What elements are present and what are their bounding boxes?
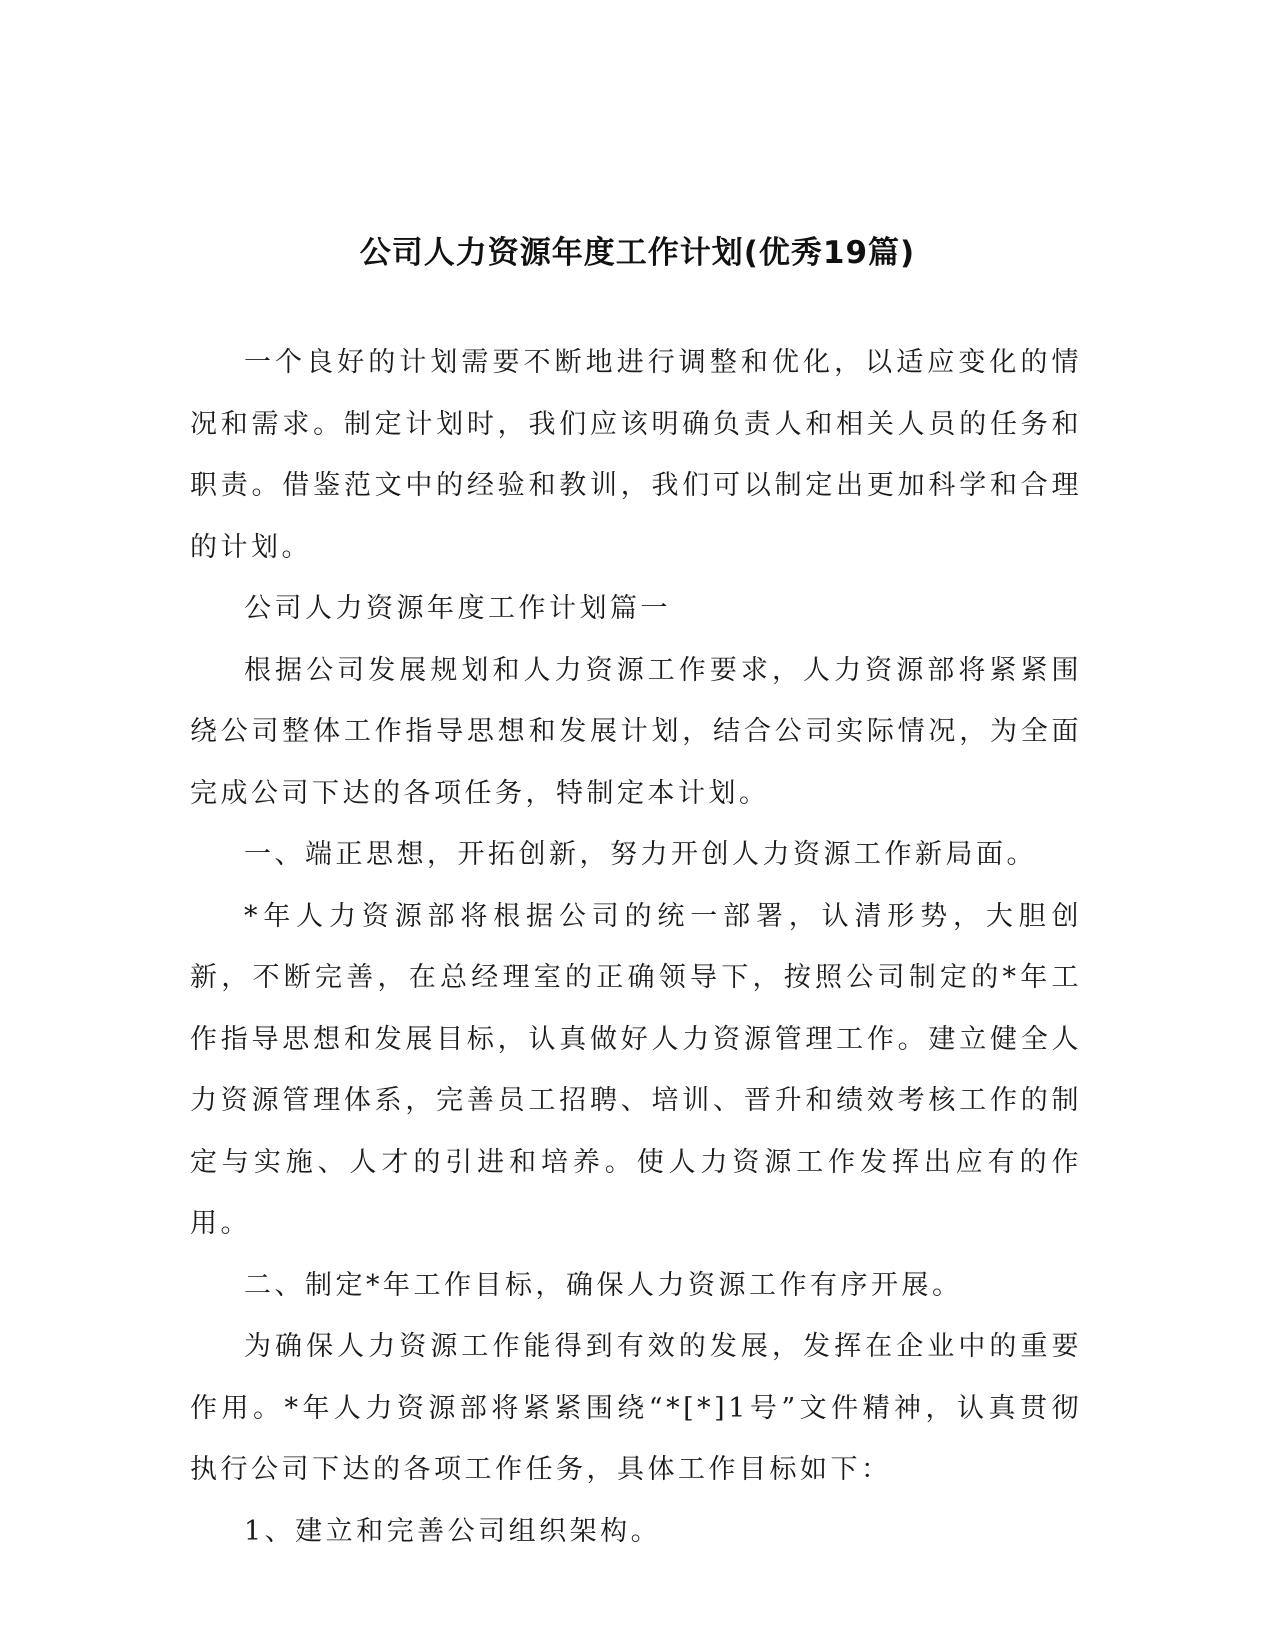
document-title: 公司人力资源年度工作计划(优秀19篇) bbox=[359, 234, 916, 271]
section-heading: 公司人力资源年度工作计划篇一 bbox=[244, 593, 671, 624]
subheading-1: 一、端正思想，开拓创新，努力开创人力资源工作新局面。 bbox=[244, 839, 1037, 870]
subheading-2: 二、制定*年工作目标，确保人力资源工作有序开展。 bbox=[244, 1269, 963, 1301]
body-paragraph: 根据公司发展规划和人力资源工作要求，人力资源部将紧紧围绕公司整体工作指导思想和发展计划，结合公司实际情况，为全面完成公司下达的各项任务，特制定本计划。 bbox=[190, 654, 1082, 809]
body-paragraph: *年人力资源部将根据公司的统一部署，认清形势，大胆创新，不断完善，在总经理室的正确领导下，按照公司制定的*年工作指导思想和发展目标，认真做好人力资源管理工作。建立健全人力资源管理体系，完善员工招聘、培训、晋升和绩效考核工作的制定与实施、人才的引进和培养。使人力资源工作发挥出应有的作用。 bbox=[190, 900, 1082, 1239]
list-item: 1、建立和完善公司组织架构。 bbox=[244, 1515, 662, 1547]
document-body bbox=[190, 332, 1082, 1562]
intro-paragraph: 一个良好的计划需要不断地进行调整和优化，以适应变化的情况和需求。制定计划时，我们应该明确负责人和相关人员的任务和职责。借鉴范文中的经验和教训，我们可以制定出更加科学和合理的计划。 bbox=[190, 347, 1082, 563]
body-paragraph: 为确保人力资源工作能得到有效的发展，发挥在企业中的重要作用。*年人力资源部将紧紧围绕“*[*]1号”文件精神，认真贯彻执行公司下达的各项工作任务，具体工作目标如下： bbox=[190, 1331, 1082, 1485]
